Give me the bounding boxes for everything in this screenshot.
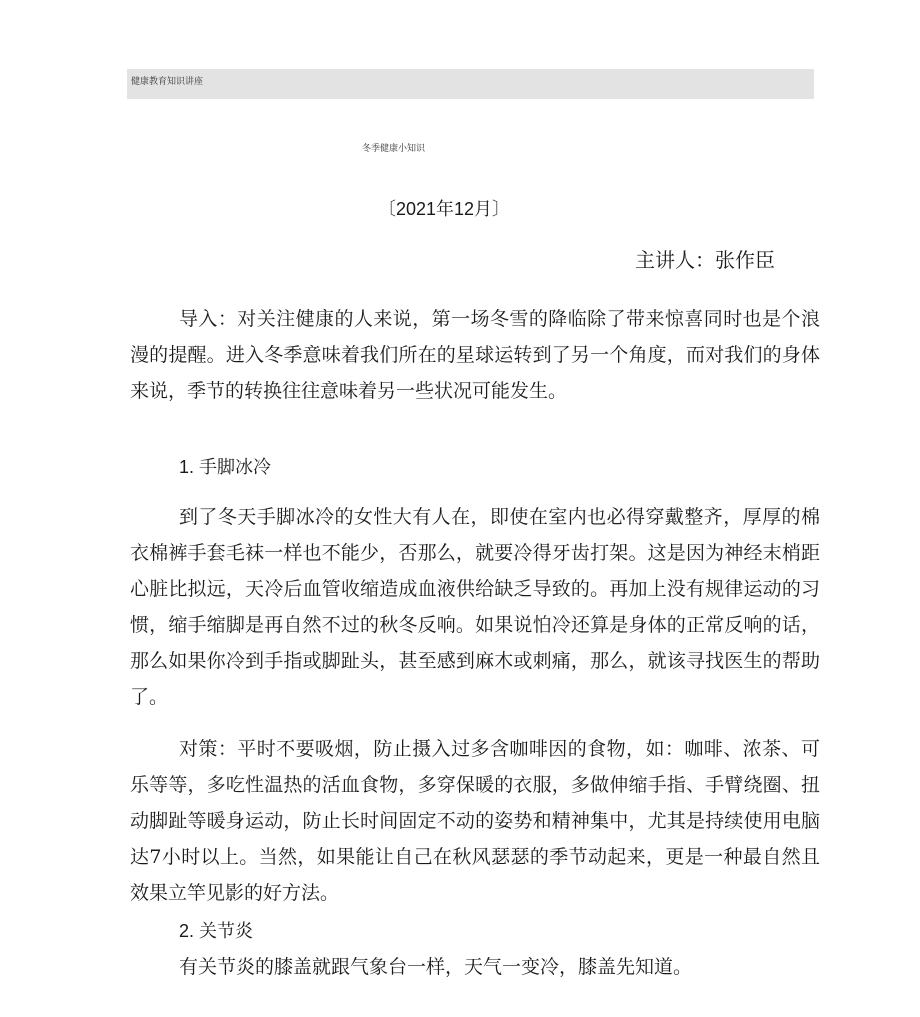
section1-countermeasures-paragraph: 对策：平时不要吸烟，防止摄入过多含咖啡因的食物，如：咖啡、浓茶、可乐等等，多吃性温热的活血食物，多穿保暖的衣服，多做伸缩手指、手臂绕圈、扭动脚趾等暖身运动，防止长时间固定不动的姿势和精神集中，尤其是持续使用电脑达7小时以上。当然，如果能让自己在秋风瑟瑟的季节动起来，更是一种最自然且效果立竿见影的好方法。 (130, 738, 820, 904)
section-heading-cold-extremities: 1. 手脚冰冷 (179, 457, 272, 477)
section2-paragraph: 有关节炎的膝盖就跟气象台一样，天气一变冷，膝盖先知道。 (179, 956, 693, 978)
section-heading-arthritis: 2. 关节炎 (179, 921, 254, 941)
document-subtitle: 冬季健康小知识 (361, 144, 425, 154)
section1-paragraph: 到了冬天手脚冰冷的女性大有人在，即使在室内也必得穿戴整齐，厚厚的棉衣棉裤手套毛袜一样也不能少，否那么，就要冷得牙齿打架。这是因为神经末梢距心脏比拟远，天冷后血管收缩造成血液供给缺乏导致的。再加上没有规律运动的习惯，缩手缩脚是再自然不过的秋冬反响。如果说怕冷还算是身体的正常反响的话，那么如果你冷到手指或脚趾头，甚至感到麻木或刺痛，那么，就该寻找医生的帮助了。 (130, 506, 820, 708)
page-header (127, 69, 814, 99)
speaker-line: 主讲人：张作臣 (635, 250, 775, 272)
intro-paragraph: 导入：对关注健康的人来说，第一场冬雪的降临除了带来惊喜同时也是个浪漫的提醒。进入冬季意味着我们所在的星球运转到了另一个角度，而对我们的身体来说，季节的转换往往意味着另一些状况可能发生。 (130, 308, 820, 402)
document-date: 〔2021年12月〕 (377, 199, 511, 219)
header-title: 健康教育知识讲座 (131, 77, 204, 87)
